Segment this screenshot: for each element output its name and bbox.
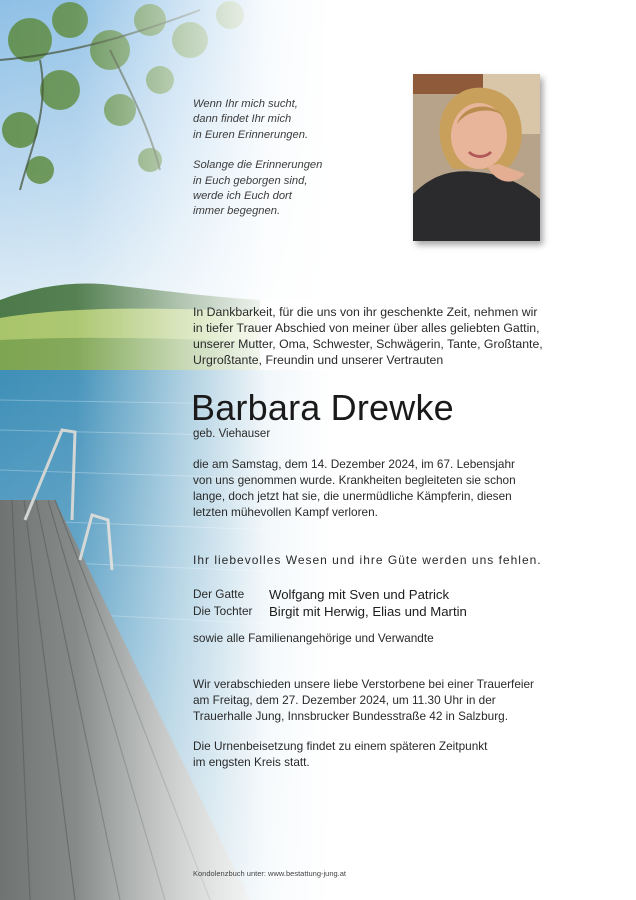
death-notice-line: von uns genommen wurde. Krankheiten begleiteten sie schon — [193, 473, 516, 487]
family-row — [193, 603, 467, 620]
poem-stanza-1 — [193, 97, 408, 143]
ceremony-line: am Freitag, dem 27. Dezember 2024, um 11.30 Uhr in der — [193, 693, 496, 707]
poem-line: Solange die Erinnerungen — [193, 159, 323, 172]
memorial-quote: Ihr liebevolles Wesen und ihre Güte werden uns fehlen. — [193, 553, 542, 567]
intro-text — [193, 304, 553, 368]
relatives-text — [193, 630, 553, 646]
relatives-line: sowie alle Familienangehörige und Verwandte — [193, 631, 434, 645]
poem-line: in Euren Erinnerungen. — [193, 128, 309, 141]
poem-stanza-2 — [193, 158, 408, 220]
portrait-photo — [413, 74, 540, 241]
poem-line: werde ich Euch dort — [193, 190, 292, 203]
poem-line: immer begegnen. — [193, 205, 281, 218]
burial-line: Die Urnenbeisetzung findet zu einem späteren Zeitpunkt — [193, 739, 488, 753]
ceremony-line: Wir verabschieden unsere liebe Verstorbene bei einer Trauerfeier — [193, 677, 534, 691]
poem-line: in Euch geborgen sind, — [193, 174, 308, 187]
condolence-book-link[interactable]: Kondolenzbuch unter: www.bestattung-jung.at — [193, 869, 347, 878]
intro-line: Urgroßtante, Freundin und unserer Vertrauten — [193, 353, 444, 367]
death-notice-line: die am Samstag, dem 14. Dezember 2024, im 67. Lebensjahr — [193, 457, 515, 471]
burial-text — [193, 738, 553, 770]
family-role: Der Gatte — [193, 587, 245, 601]
intro-line: unserer Mutter, Oma, Schwester, Schwägerin, Tante, Großtante, — [193, 337, 543, 351]
family-row — [193, 586, 467, 603]
ceremony-line: Trauerhalle Jung, Innsbrucker Bundesstraße 42 in Salzburg. — [193, 709, 508, 723]
burial-line: im engsten Kreis statt. — [193, 755, 310, 769]
intro-line: In Dankbarkeit, für die uns von ihr geschenkte Zeit, nehmen wir — [193, 305, 538, 319]
maiden-name: geb. Viehauser — [193, 428, 271, 440]
deceased-name: Barbara Drewke — [191, 387, 454, 428]
family-members: Birgit mit Herwig, Elias und Martin — [269, 604, 467, 619]
family-members: Wolfgang mit Sven und Patrick — [269, 587, 450, 602]
death-notice-text — [193, 456, 553, 520]
memorial-poem — [193, 97, 408, 235]
poem-line: dann findet Ihr mich — [193, 113, 292, 126]
ceremony-text — [193, 676, 553, 724]
family-list — [193, 586, 467, 620]
poem-line: Wenn Ihr mich sucht, — [193, 98, 298, 110]
death-notice-line: lange, doch jetzt hat sie, die unermüdliche Kämpferin, diesen — [193, 489, 512, 503]
family-role: Die Tochter — [193, 604, 253, 618]
death-notice-line: letzten mühevollen Kampf verloren. — [193, 505, 378, 519]
intro-line: in tiefer Trauer Abschied von meiner über alles geliebten Gattin, — [193, 321, 540, 335]
